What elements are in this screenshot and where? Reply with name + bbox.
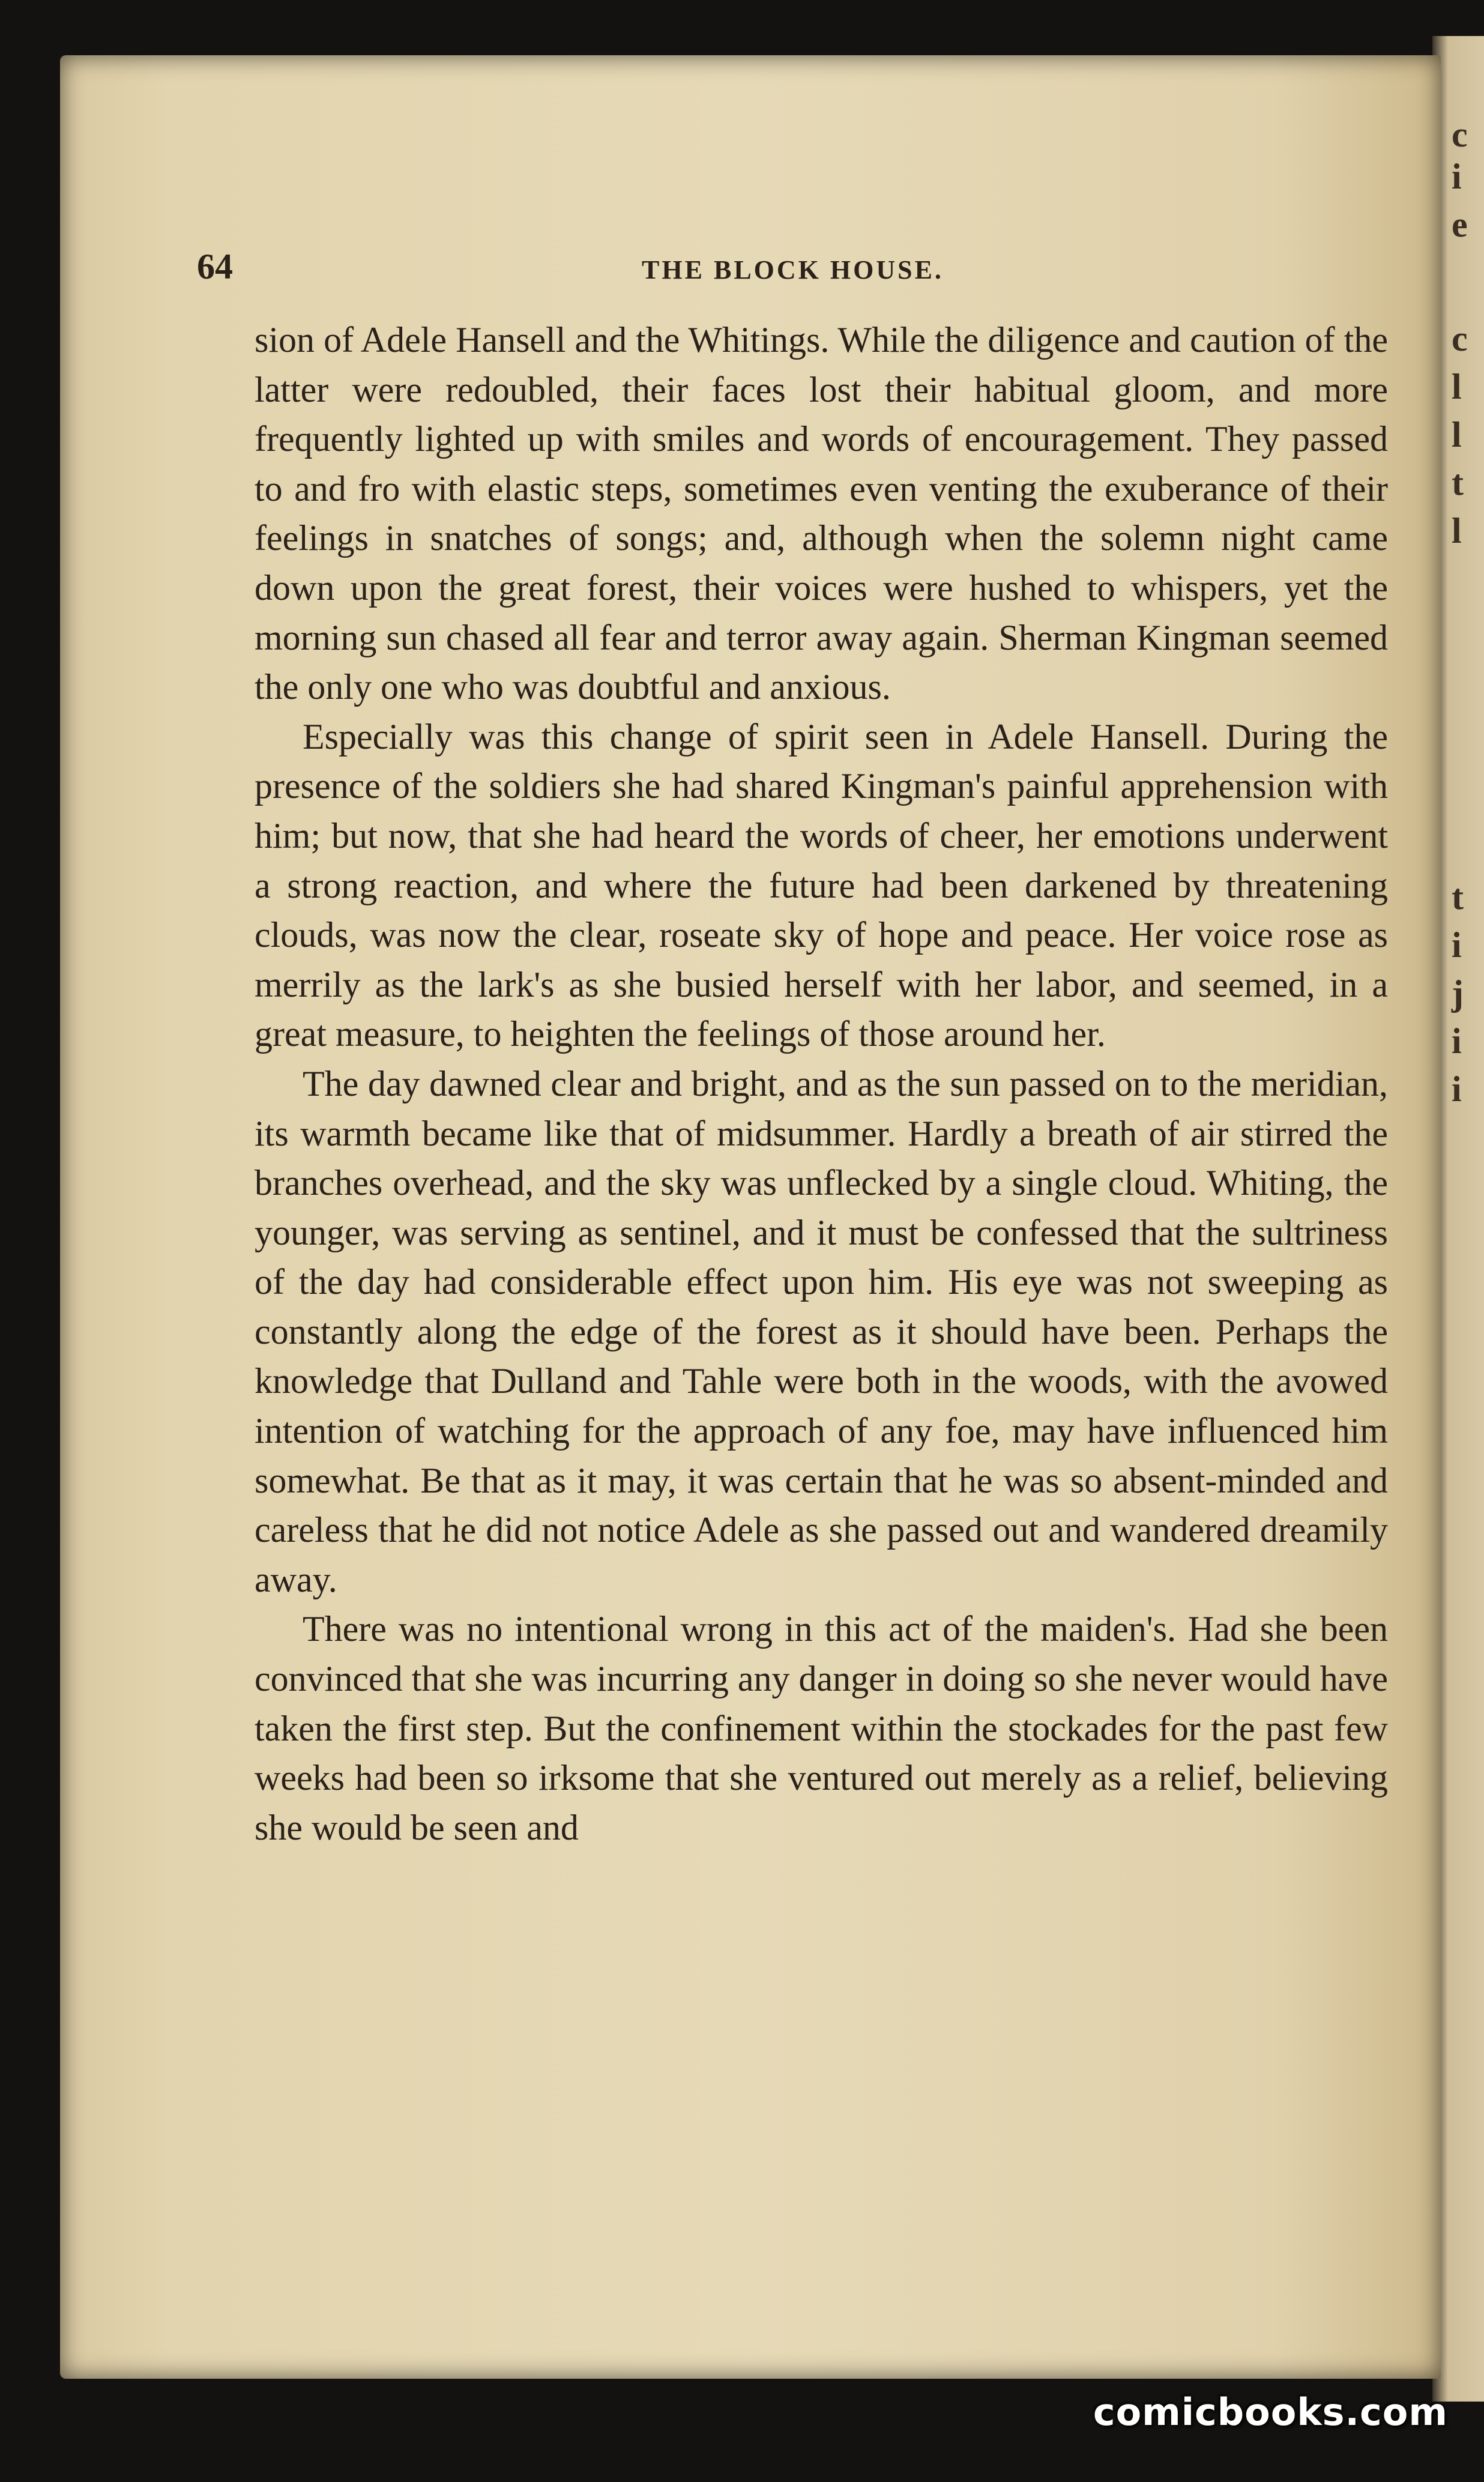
paragraph: Especially was this change of spirit seen in Adele Hansell. During the presence of the soldiers she had shared Kingman's painful apprehension with him; but now, that she had heard the words of cheer, her emotions underwent a strong reaction, and where the future had been darkened by threatening clouds, was now the clear, roseate sky of hope and peace. Her voice rose as merrily as the lark's as she busied herself with her labor, and seemed, in a great measure, to heighten the feelings of those around her. <box>255 716 1388 1054</box>
adjacent-page-fragment: t <box>1452 877 1464 917</box>
adjacent-page-fragment: i <box>1452 1021 1462 1061</box>
adjacent-page-fragment: l <box>1452 415 1462 454</box>
adjacent-page-fragment: l <box>1452 511 1462 551</box>
adjacent-page-fragment: e <box>1452 205 1468 244</box>
page-number: 64 <box>197 247 233 286</box>
adjacent-page-fragment: c <box>1452 319 1468 358</box>
page-header <box>197 246 1389 300</box>
adjacent-page-fragment: l <box>1452 367 1462 406</box>
running-title: THE BLOCK HOUSE. <box>642 255 944 285</box>
adjacent-page-fragment: c <box>1452 115 1468 154</box>
paragraph: The day dawned clear and bright, and as the sun passed on to the meridian, its warmth became like that of midsummer. Hardly a breath of air stirred the branches overhead, and the sky was unflecked by a single cloud. Whiting, the younger, was serving as sentinel, and it must be confessed that the sultriness of the day had considerable effect upon him. His eye was not sweeping as constantly along the edge of the forest as it should have been. Perhaps the knowledge that Dulland and Tahle were both in the woods, with the avowed intention of watching for the approach of any foe, may have influenced him somewhat. Be that as it may, it was certain that he was so absent-minded and careless that he did not notice Adele as she passed out and wandered dreamily away. <box>255 1063 1388 1599</box>
adjacent-page-fragment: i <box>1452 1069 1462 1109</box>
paragraph: sion of Adele Hansell and the Whitings. While the diligence and caution of the latter were redoubled, their faces lost their habitual gloom, and more frequently lighted up with smiles and words of encouragement. They passed to and fro with elastic steps, sometimes even venting the exuberance of their feelings in snatches of songs; and, although when the solemn night came down upon the great forest, their voices were hushed to whispers, yet the morning sun chased all fear and terror away again. Sherman Kingman seemed the only one who was doubtful and anxious. <box>255 320 1388 707</box>
adjacent-page-fragment: i <box>1452 925 1462 965</box>
watermark: comicbooks.com <box>1093 2390 1448 2434</box>
body-text <box>255 315 1388 1852</box>
adjacent-page-fragment: t <box>1452 463 1464 503</box>
paragraph: There was no intentional wrong in this act of the maiden's. Had she been convinced that she was incurring any danger in doing so she never would have taken the first step. But the confinement within the stockades for the past few weeks had been so irksome that she ventured out merely as a relief, believing she would be seen and <box>255 1609 1388 1847</box>
adjacent-page-fragment: j <box>1452 973 1464 1013</box>
adjacent-page-fragment: i <box>1452 157 1462 196</box>
